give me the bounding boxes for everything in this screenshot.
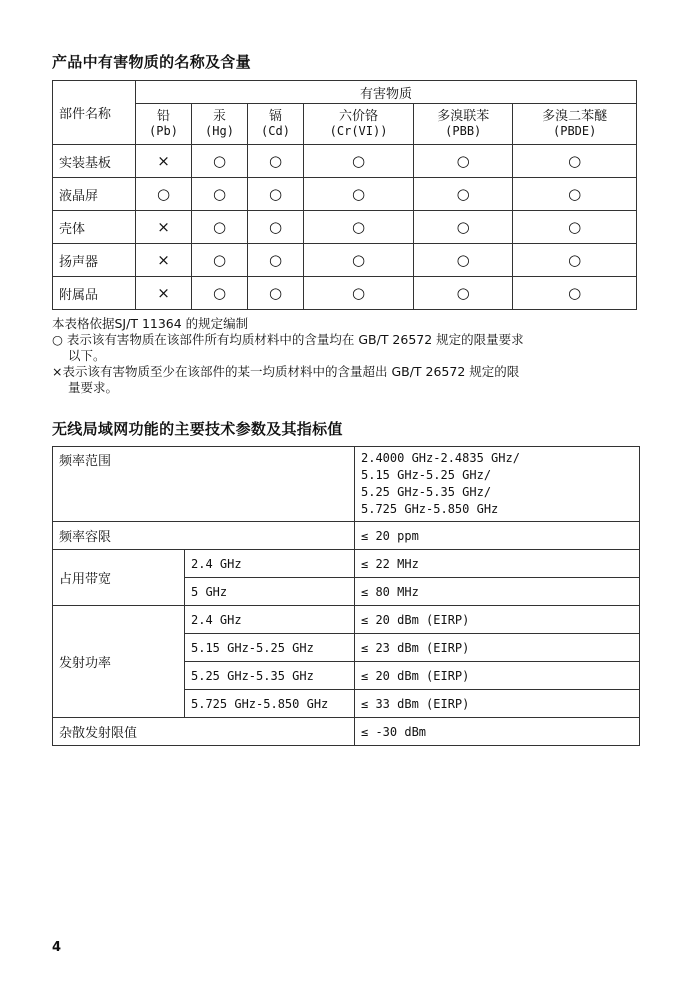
substance-mark: ○ [192,211,248,244]
table-row [53,447,640,522]
substance-mark: × [136,244,192,277]
substance-mark: ○ [414,211,513,244]
substance-mark: ○ [513,277,637,310]
substance-mark: ○ [192,244,248,277]
circle-note: ○ 表示该有害物质在该部件所有均质材料中的含量均在 GB/T 26572 规定的限量要求 [52,332,524,347]
substance-mark: ○ [304,277,414,310]
substance-mark: ○ [513,244,637,277]
basis-note: 本表格依据SJ/T 11364 的规定编制 [52,316,249,331]
substance-header: 多溴二苯醚 (PBDE) [513,104,637,145]
hazardous-substances-table [52,80,637,310]
substance-header: 铅 (Pb) [136,104,192,145]
table-row [53,277,637,310]
power-band: 5.725 GHz-5.850 GHz [185,690,355,718]
substance-header: 多溴联苯 (PBB) [414,104,513,145]
substance-mark: ○ [513,145,637,178]
substance-mark: ○ [513,178,637,211]
bandwidth-value: ≤ 80 MHz [355,578,640,606]
freq-range-value: 2.4000 GHz-2.4835 GHz/ 5.15 GHz-5.25 GHz/ 5.25 GHz-5.35 GHz/ 5.725 GHz-5.850 GHz [355,447,640,522]
substance-mark: ○ [192,145,248,178]
substance-mark: × [136,145,192,178]
hazard-table-title: 产品中有害物质的名称及含量 [52,53,251,71]
power-value: ≤ 23 dBm (EIRP) [355,634,640,662]
substance-mark: ○ [248,277,304,310]
page-number: 4 [52,940,62,955]
power-band: 5.15 GHz-5.25 GHz [185,634,355,662]
cross-note-cont: 量要求。 [68,380,119,395]
part-name: 液晶屏 [53,178,136,211]
table-row [53,211,637,244]
circle-note-cont: 以下。 [68,348,106,363]
part-name: 实装基板 [53,145,136,178]
power-label: 发射功率 [53,606,185,718]
table-row [53,244,637,277]
power-band: 5.25 GHz-5.35 GHz [185,662,355,690]
substance-mark: ○ [414,277,513,310]
bandwidth-label: 占用带宽 [53,550,185,606]
hazardous-substances-group-header: 有害物质 [136,81,637,104]
substance-mark: ○ [304,178,414,211]
bandwidth-value: ≤ 22 MHz [355,550,640,578]
substance-mark: ○ [248,244,304,277]
substance-header: 镉 (Cd) [248,104,304,145]
power-band: 2.4 GHz [185,606,355,634]
substance-mark: ○ [414,244,513,277]
wifi-table-title: 无线局域网功能的主要技术参数及其指标值 [52,420,343,438]
substance-mark: ○ [414,145,513,178]
freq-range-label: 频率范围 [53,447,355,522]
power-value: ≤ 20 dBm (EIRP) [355,606,640,634]
bandwidth-band: 2.4 GHz [185,550,355,578]
power-value: ≤ 33 dBm (EIRP) [355,690,640,718]
substance-header: 六价铬 (Cr(VI)) [304,104,414,145]
substance-mark: ○ [304,211,414,244]
substance-mark: ○ [136,178,192,211]
cross-note: ×表示该有害物质至少在该部件的某一均质材料中的含量超出 GB/T 26572 规定的限 [52,364,520,379]
part-name: 附属品 [53,277,136,310]
hazard-notes [52,316,652,396]
spurious-value: ≤ -30 dBm [355,718,640,746]
table-row [53,606,640,634]
substance-mark: ○ [248,211,304,244]
bandwidth-band: 5 GHz [185,578,355,606]
substance-mark: ○ [192,277,248,310]
freq-tolerance-label: 频率容限 [53,522,355,550]
substance-mark: ○ [192,178,248,211]
spurious-label: 杂散发射限值 [53,718,355,746]
table-row [53,145,637,178]
substance-mark: ○ [304,244,414,277]
table-row [53,522,640,550]
substance-mark: ○ [304,145,414,178]
table-row [53,718,640,746]
substance-mark: ○ [513,211,637,244]
part-name-header: 部件名称 [53,81,136,145]
part-name: 扬声器 [53,244,136,277]
table-row [53,550,640,578]
substance-header: 汞 (Hg) [192,104,248,145]
part-name: 壳体 [53,211,136,244]
substance-mark: ○ [414,178,513,211]
power-value: ≤ 20 dBm (EIRP) [355,662,640,690]
substance-mark: × [136,277,192,310]
table-row [53,178,637,211]
substance-mark: × [136,211,192,244]
wifi-parameters-table [52,446,640,746]
freq-tolerance-value: ≤ 20 ppm [355,522,640,550]
substance-mark: ○ [248,178,304,211]
substance-mark: ○ [248,145,304,178]
